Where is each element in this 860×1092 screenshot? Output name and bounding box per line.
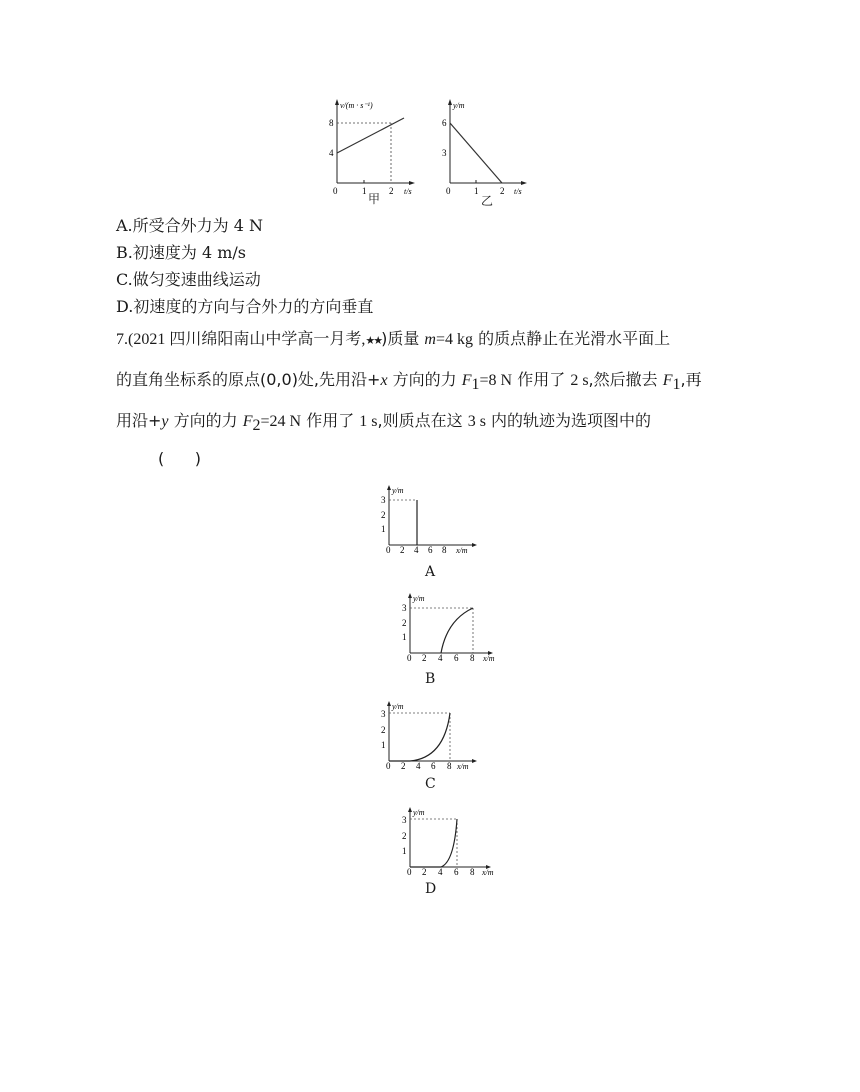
yi-ytick-6: 6 bbox=[442, 118, 447, 128]
answer-figure-c bbox=[370, 698, 482, 770]
option-c: C.做匀变速曲线运动 bbox=[116, 270, 261, 289]
svg-text:2: 2 bbox=[422, 867, 427, 876]
svg-text:6: 6 bbox=[428, 545, 433, 554]
answer-blank: ( ) bbox=[158, 449, 201, 468]
svg-text:2: 2 bbox=[402, 618, 407, 628]
jia-xtick-1: 1 bbox=[362, 186, 367, 196]
svg-text:8: 8 bbox=[447, 761, 452, 770]
svg-text:4: 4 bbox=[416, 761, 421, 770]
yi-ytick-3: 3 bbox=[442, 148, 447, 158]
svg-text:2: 2 bbox=[381, 725, 386, 735]
jia-ytick-4: 4 bbox=[329, 148, 334, 158]
svg-text:8: 8 bbox=[442, 545, 447, 554]
jia-xtick-0: 0 bbox=[333, 186, 338, 196]
svg-text:0: 0 bbox=[386, 545, 391, 554]
option-d: D.初速度的方向与合外力的方向垂直 bbox=[116, 297, 374, 316]
svg-text:y/m: y/m bbox=[392, 702, 404, 711]
option-a: A.所受合外力为 4 N bbox=[116, 216, 264, 235]
svg-text:3: 3 bbox=[402, 815, 407, 825]
answer-figure-a bbox=[370, 482, 482, 554]
svg-text:3: 3 bbox=[402, 603, 407, 613]
yi-xtick-1: 1 bbox=[474, 186, 479, 196]
svg-text:8: 8 bbox=[470, 653, 475, 662]
svg-text:8: 8 bbox=[470, 867, 475, 876]
svg-text:1: 1 bbox=[381, 524, 386, 534]
svg-text:2: 2 bbox=[401, 761, 406, 770]
svg-text:0: 0 bbox=[407, 653, 412, 662]
svg-text:x/m: x/m bbox=[456, 546, 468, 554]
svg-text:3: 3 bbox=[381, 709, 386, 719]
caption-a: A bbox=[425, 564, 436, 580]
option-b: B.初速度为 4 m/s bbox=[116, 243, 246, 262]
svg-text:y/m: y/m bbox=[413, 594, 425, 603]
q7-line-3: 用沿+y 方向的力 $F_2=24$ N 作用了 1 s,则质点在这 3 s 内的轨迹为选项图中的 bbox=[116, 411, 652, 435]
yi-ylabel: y/m bbox=[453, 101, 465, 110]
jia-caption: 甲 bbox=[368, 192, 381, 206]
yi-xtick-0: 0 bbox=[446, 186, 451, 196]
q7-line-2: 的直角坐标系的原点(0,0)处,先用沿+x 方向的力 $F_1=8$ N 作用了 2 s,然后撤去 $F_1$,再 bbox=[116, 370, 702, 394]
svg-text:x/m: x/m bbox=[482, 868, 494, 876]
svg-text:4: 4 bbox=[438, 867, 443, 876]
yi-caption: 乙 bbox=[481, 194, 494, 208]
caption-c: C bbox=[425, 776, 436, 792]
yi-xlabel: t/s bbox=[514, 187, 522, 196]
svg-text:1: 1 bbox=[402, 632, 407, 642]
svg-text:x/m: x/m bbox=[457, 762, 469, 770]
svg-text:6: 6 bbox=[431, 761, 436, 770]
svg-text:0: 0 bbox=[386, 761, 391, 770]
yi-xtick-2: 2 bbox=[500, 186, 505, 196]
svg-text:6: 6 bbox=[454, 867, 459, 876]
svg-text:2: 2 bbox=[381, 510, 386, 520]
caption-d: D bbox=[425, 881, 437, 897]
svg-text:y/m: y/m bbox=[392, 486, 404, 495]
svg-text:0: 0 bbox=[407, 867, 412, 876]
svg-text:6: 6 bbox=[454, 653, 459, 662]
answer-figure-d bbox=[394, 804, 506, 876]
svg-text:1: 1 bbox=[402, 846, 407, 856]
jia-ytick-8: 8 bbox=[329, 118, 334, 128]
jia-xtick-2: 2 bbox=[389, 186, 394, 196]
svg-text:x/m: x/m bbox=[483, 654, 495, 662]
answer-figure-b bbox=[394, 590, 506, 662]
figure-yi-yt-graph bbox=[438, 96, 530, 204]
svg-text:2: 2 bbox=[400, 545, 405, 554]
svg-text:4: 4 bbox=[414, 545, 419, 554]
svg-text:4: 4 bbox=[438, 653, 443, 662]
svg-text:y/m: y/m bbox=[413, 808, 425, 817]
caption-b: B bbox=[425, 671, 436, 687]
jia-xlabel: t/s bbox=[404, 187, 412, 196]
svg-text:2: 2 bbox=[402, 831, 407, 841]
q7-line-1: 7.(2021 四川绵阳南山中学高一月考,★★)质量 m=4 kg 的质点静止在光滑水平面上 bbox=[116, 329, 671, 348]
jia-ylabel: v/(m · s⁻¹) bbox=[340, 101, 373, 110]
difficulty-stars-icon: ★★ bbox=[365, 334, 382, 347]
figure-jia-vt-graph bbox=[326, 96, 416, 204]
svg-text:3: 3 bbox=[381, 495, 386, 505]
svg-text:1: 1 bbox=[381, 740, 386, 750]
svg-text:2: 2 bbox=[422, 653, 427, 662]
